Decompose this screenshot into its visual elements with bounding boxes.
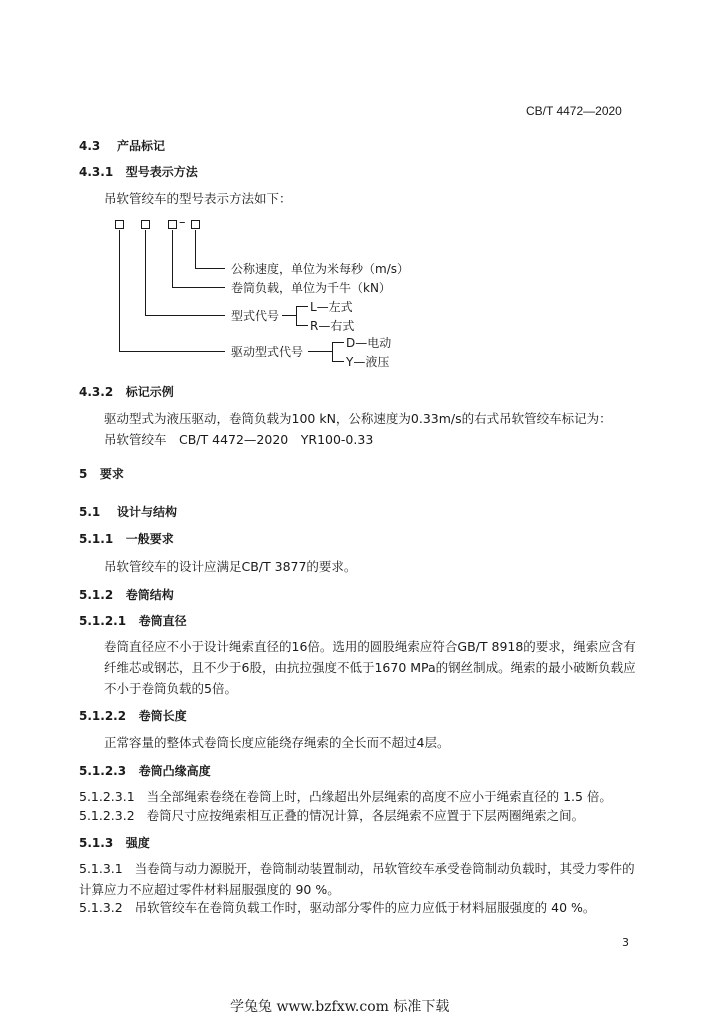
standard-code: CB/T 4472—2020	[526, 104, 622, 118]
marking-example-line-1: 驱动型式为液压驱动，卷筒负载为100 kN，公称速度为0.33m/s的右式吊软管绞车标记为：	[104, 411, 612, 426]
section-number: 4.3	[79, 139, 101, 153]
speed-code-box	[191, 220, 200, 229]
drive-bracket-spine	[332, 342, 333, 361]
flange-item-2	[79, 806, 644, 826]
drum-length-text: 正常容量的整体式卷筒长度应能绕存绳索的全长而不超过4层。	[104, 735, 450, 750]
section-4-3-1-heading	[79, 163, 198, 180]
item-number: 5.1.2.3.1	[79, 789, 135, 804]
section-4-3-heading	[79, 137, 165, 154]
drive-electric-option: D—电动	[346, 336, 392, 350]
type-right-option: R—右式	[310, 319, 355, 333]
section-number: 5.1.1	[79, 532, 114, 546]
section-title: 要求	[99, 467, 124, 481]
load-label: 卷筒负载，单位为千牛（kN）	[231, 281, 391, 295]
section-5-1-3-heading	[79, 834, 150, 851]
item-text: 卷筒尺寸应按绳索相互正叠的情况计算，各层绳索不应置于下层两圈绳索之间。	[146, 808, 585, 823]
type-bracket-spine	[296, 306, 297, 325]
section-title: 卷筒直径	[138, 614, 187, 628]
marking-example-line-2: 吊软管绞车 CB/T 4472—2020 YR100-0.33	[104, 432, 374, 447]
item-text: 当全部绳索卷绕在卷筒上时，凸缘超出外层绳索的高度不应小于绳索直径的 1.5 倍。	[146, 789, 612, 804]
general-requirement-text: 吊软管绞车的设计应满足CB/T 3877的要求。	[104, 559, 357, 574]
section-number: 5.1	[79, 505, 101, 519]
drive-code-box	[115, 220, 124, 229]
type-left-option: L—左式	[310, 300, 353, 314]
section-number: 5.1.2.3	[79, 764, 127, 778]
speed-leader-line	[195, 230, 196, 268]
section-title: 卷筒长度	[138, 709, 187, 723]
section-number: 5.1.2.2	[79, 709, 127, 723]
drive-bracket-line	[308, 351, 332, 352]
item-number: 5.1.2.3.2	[79, 808, 135, 823]
drive-label: 驱动型式代号	[231, 345, 304, 359]
section-title: 强度	[125, 836, 150, 850]
section-5-1-2-1-heading	[79, 612, 187, 629]
model-intro-text: 吊软管绞车的型号表示方法如下：	[104, 191, 292, 206]
section-number: 5.1.3	[79, 836, 114, 850]
item-text: 当卷筒与动力源脱开，卷筒制动装置制动，吊软管绞车承受卷筒制动负载时，其受力零件的计算应力不应超过零件材料屈服强度的 90 %。	[79, 861, 635, 897]
speed-label: 公称速度，单位为米每秒（m/s）	[231, 262, 409, 276]
load-leader-line	[172, 230, 173, 287]
strength-item-2	[79, 898, 644, 918]
section-number: 4.3.2	[79, 385, 114, 399]
section-number: 5.1.2.1	[79, 614, 127, 628]
section-title: 型号表示方法	[125, 165, 198, 179]
strength-item-1	[79, 858, 644, 900]
section-number: 5	[79, 467, 88, 481]
section-5-heading	[79, 465, 124, 482]
drive-bracket-top	[332, 342, 344, 343]
drive-bracket-bottom	[332, 361, 344, 362]
flange-item-1	[79, 787, 644, 807]
section-title: 标记示例	[125, 385, 174, 399]
page-number: 3	[622, 936, 629, 949]
drive-hydraulic-option: Y—液压	[346, 355, 390, 369]
section-title: 设计与结构	[116, 505, 177, 519]
section-title: 卷筒凸缘高度	[138, 764, 211, 778]
section-5-1-2-heading	[79, 586, 174, 603]
code-dash: –	[179, 215, 186, 230]
section-title: 卷筒结构	[125, 588, 174, 602]
section-title: 产品标记	[116, 139, 165, 153]
section-number: 5.1.2	[79, 588, 114, 602]
section-title: 一般要求	[125, 532, 174, 546]
footer-watermark: 学兔兔 www.bzfxw.com 标准下载	[230, 999, 450, 1015]
section-5-1-2-3-heading	[79, 762, 211, 779]
type-bracket-line	[282, 315, 296, 316]
section-5-1-2-2-heading	[79, 707, 187, 724]
type-label: 型式代号	[231, 309, 280, 323]
section-number: 4.3.1	[79, 165, 114, 179]
type-horizontal-line	[145, 315, 225, 316]
item-text: 吊软管绞车在卷筒负载工作时，驱动部分零件的应力应低于材料屈服强度的 40 %。	[134, 900, 596, 915]
item-number: 5.1.3.1	[79, 861, 123, 876]
type-leader-line	[145, 230, 146, 315]
speed-horizontal-line	[195, 268, 225, 269]
section-5-1-1-heading	[79, 530, 174, 547]
section-5-1-heading	[79, 503, 177, 520]
type-bracket-bottom	[296, 325, 308, 326]
type-bracket-top	[296, 306, 308, 307]
drive-leader-line	[119, 230, 120, 351]
item-number: 5.1.3.2	[79, 900, 123, 915]
drive-horizontal-line	[119, 351, 225, 352]
drum-diameter-text: 卷筒直径应不小于设计绳索直径的16倍。选用的圆股绳索应符合GB/T 8918的要求，绳索应含有纤维芯或钢芯，且不少于6股，由抗拉强度不低于1670 MPa的钢丝制成。绳索的最小破断负载应不小于卷筒负载的5倍。	[104, 639, 636, 696]
load-horizontal-line	[172, 287, 225, 288]
type-code-box	[141, 220, 150, 229]
section-4-3-2-heading	[79, 383, 174, 400]
load-code-box	[168, 220, 177, 229]
